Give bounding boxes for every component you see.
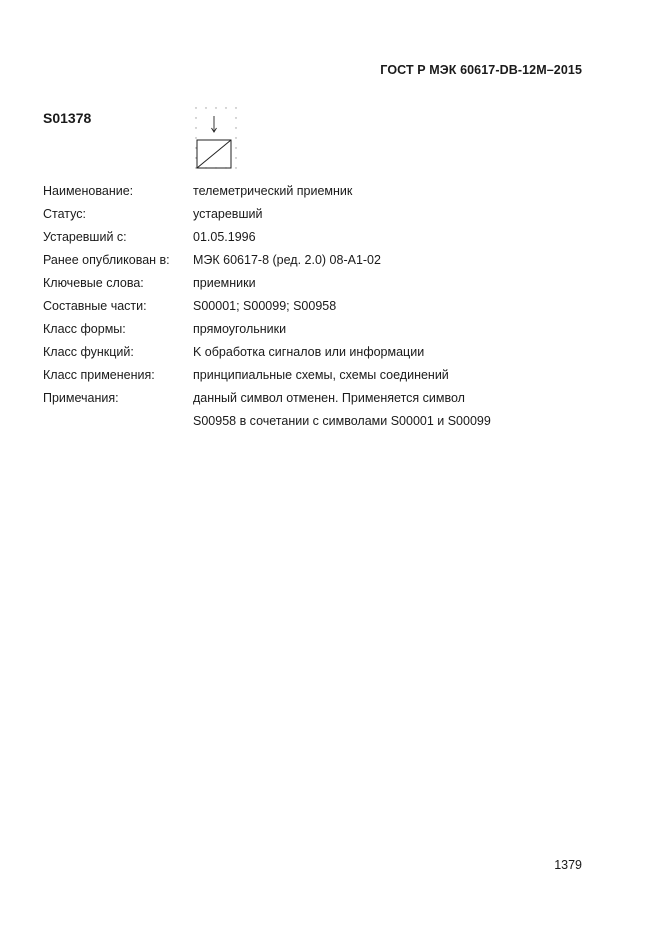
grid-dots [195,107,236,168]
property-value: принципиальные схемы, схемы соединений [193,368,449,382]
property-value: 01.05.1996 [193,230,256,244]
property-label: Наименование: [43,184,134,198]
property-label: Ранее опубликован в: [43,253,170,267]
property-label: Класс применения: [43,368,155,382]
property-row-notes [43,387,583,433]
property-value: S00001; S00099; S00958 [193,299,337,313]
property-row-shape-class [43,318,583,341]
property-row-name [43,180,583,203]
symbol-diagonal [197,140,231,168]
property-row-components [43,295,583,318]
property-label: Ключевые слова: [43,276,144,290]
property-value: K обработка сигналов или информации [193,345,425,359]
property-value: приемники [193,276,256,290]
document-standard-header: ГОСТ Р МЭК 60617-DB-12M–2015 [380,63,582,77]
property-row-obsolete-since [43,226,583,249]
property-value: МЭК 60617-8 (ред. 2.0) 08-A1-02 [193,253,381,267]
property-value: прямоугольники [193,322,287,336]
property-label: Составные части: [43,299,147,313]
symbol-properties [43,180,583,433]
property-row-keywords [43,272,583,295]
telemetry-receiver-symbol-icon [192,104,248,178]
property-label: Класс формы: [43,322,126,336]
property-row-status [43,203,583,226]
property-row-function-class [43,341,583,364]
property-value: данный символ отменен. Применяется символ S00958 в сочетании с символами S00001 и S00099 [193,391,491,428]
property-label: Класс функций: [43,345,134,359]
symbol-code: S01378 [43,110,92,126]
property-label: Примечания: [43,391,119,405]
page-number: 1379 [554,858,582,872]
property-value: телеметрический приемник [193,184,353,198]
property-row-application-class [43,364,583,387]
property-label: Устаревший с: [43,230,127,244]
property-label: Статус: [43,207,86,221]
property-row-previously-published [43,249,583,272]
property-value: устаревший [193,207,263,221]
